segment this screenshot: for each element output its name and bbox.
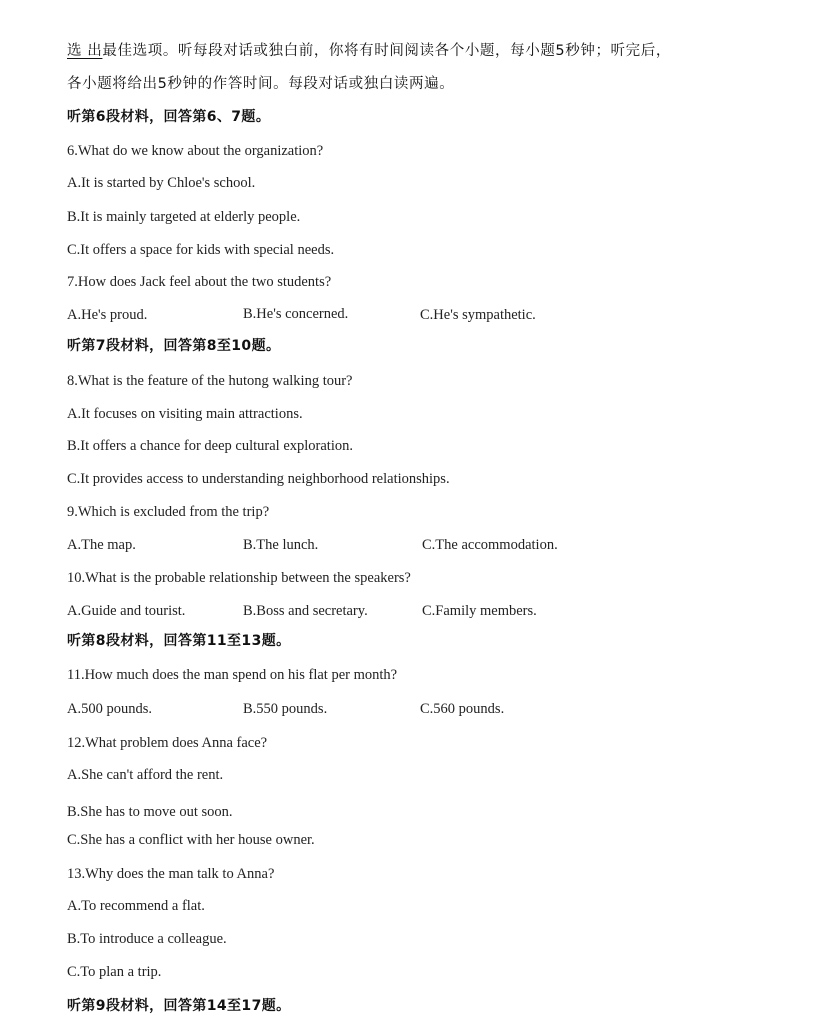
question-8-option-b: B.It offers a chance for deep cultural exploration.: [67, 438, 353, 454]
section7-heading: 听第7段材料，回答第8至10题。: [67, 338, 281, 354]
question-10-option-a: A.Guide and tourist.: [67, 603, 186, 619]
question-8: 8.What is the feature of the hutong walking tour?: [67, 373, 353, 389]
question-7-option-a: A.He's proud.: [67, 307, 148, 323]
question-9-option-a: A.The map.: [67, 537, 136, 553]
question-9-option-c: C.The accommodation.: [422, 537, 558, 553]
question-8-option-a: A.It focuses on visiting main attractions.: [67, 406, 303, 422]
question-11-option-c: C.560 pounds.: [420, 701, 505, 717]
question-13-option-b: B.To introduce a colleague.: [67, 931, 227, 947]
question-12: 12.What problem does Anna face?: [67, 735, 268, 751]
question-13: 13.Why does the man talk to Anna?: [67, 866, 275, 882]
question-6: 6.What do we know about the organization?: [67, 143, 324, 159]
instructions-line-1-text: 最佳选项。听每段对话或独白前，你将有时间阅读各个小题，每小题5秒钟；听完后，: [102, 43, 671, 59]
instructions-underlined-prefix: 选 出: [67, 43, 103, 59]
instructions-line-1: [67, 41, 671, 61]
question-11-option-b: B.550 pounds.: [243, 701, 328, 717]
question-6-option-c: C.It offers a space for kids with special needs.: [67, 242, 335, 258]
question-6-option-a: A.It is started by Chloe's school.: [67, 175, 256, 191]
question-6-option-b: B.It is mainly targeted at elderly people.: [67, 209, 301, 225]
section6-heading: 听第6段材料，回答第6、7题。: [67, 109, 271, 125]
question-10: 10.What is the probable relationship between the speakers?: [67, 570, 411, 586]
question-9-option-b: B.The lunch.: [243, 537, 319, 553]
question-11-option-a: A.500 pounds.: [67, 701, 152, 717]
instructions-line-2: 各小题将给出5秒钟的作答时间。每段对话或独白读两遍。: [67, 76, 455, 92]
question-13-option-a: A.To recommend a flat.: [67, 898, 205, 914]
question-11: 11.How much does the man spend on his flat per month?: [67, 667, 398, 683]
question-9: 9.Which is excluded from the trip?: [67, 504, 270, 520]
question-12-option-b: B.She has to move out soon.: [67, 804, 233, 820]
question-7-option-c: C.He's sympathetic.: [420, 307, 536, 323]
question-12-option-c: C.She has a conflict with her house owner.: [67, 832, 315, 848]
section8-heading: 听第8段材料，回答第11至13题。: [67, 633, 291, 649]
question-12-option-a: A.She can't afford the rent.: [67, 767, 224, 783]
question-7: 7.How does Jack feel about the two students?: [67, 274, 332, 290]
question-13-option-c: C.To plan a trip.: [67, 964, 162, 980]
question-10-option-c: C.Family members.: [422, 603, 537, 619]
question-8-option-c: C.It provides access to understanding neighborhood relationships.: [67, 471, 450, 487]
question-7-option-b: B.He's concerned.: [243, 306, 349, 322]
question-10-option-b: B.Boss and secretary.: [243, 603, 368, 619]
section9-heading: 听第9段材料，回答第14至17题。: [67, 998, 291, 1014]
